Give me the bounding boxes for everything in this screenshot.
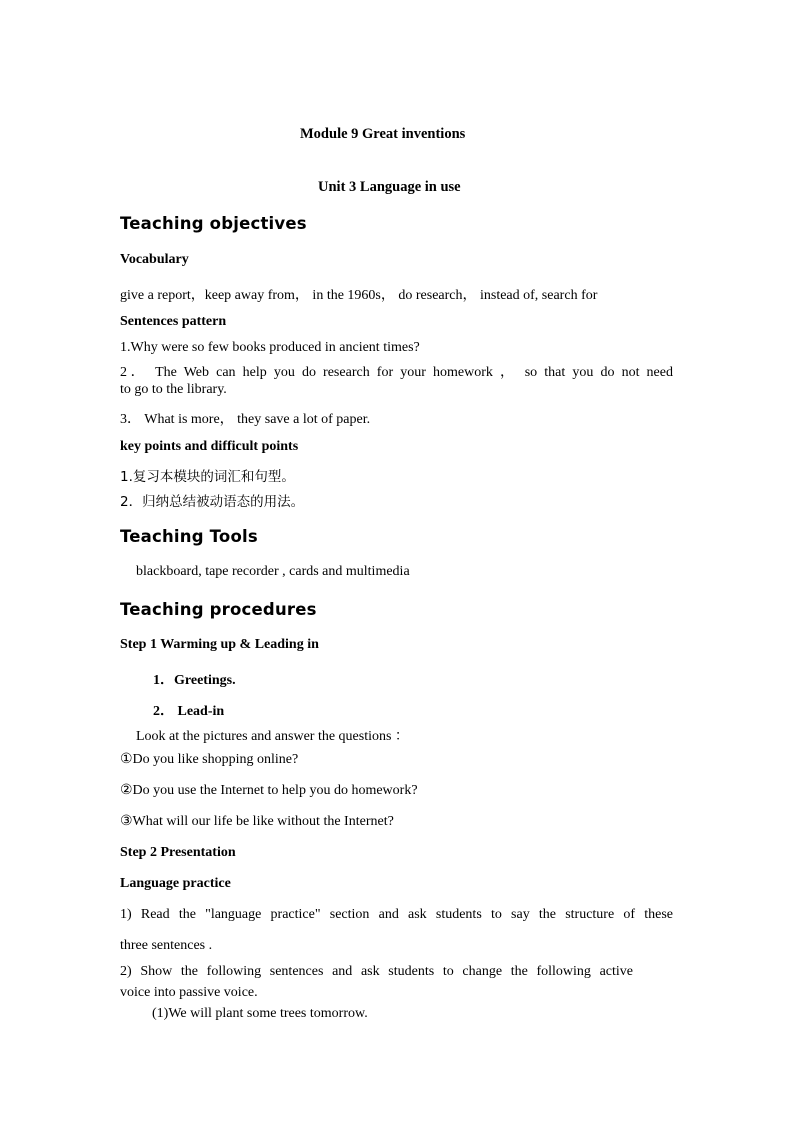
list-item-lead-in: 2． Lead-in <box>153 704 225 719</box>
heading-vocabulary: Vocabulary <box>120 252 189 267</box>
question-2: ②Do you use the Internet to help you do homework? <box>120 783 418 798</box>
key-point-2: 2．归纳总结被动语态的用法。 <box>120 494 305 510</box>
heading-teaching-tools: Teaching Tools <box>120 527 258 546</box>
practice-1-line-2: three sentences . <box>120 938 213 953</box>
sentence-1: 1.Why were so few books produced in ancient times? <box>120 340 420 355</box>
module-title: Module 9 Great inventions <box>300 126 466 142</box>
list-item-greetings: 1．Greetings. <box>153 673 236 688</box>
sentence-2-line-2: to go to the library. <box>120 382 227 397</box>
practice-2-example: (1)We will plant some trees tomorrow. <box>152 1006 368 1021</box>
sentence-3: 3． What is more， they save a lot of paper. <box>120 412 371 427</box>
heading-sentences-pattern: Sentences pattern <box>120 314 227 329</box>
unit-title: Unit 3 Language in use <box>318 179 461 195</box>
sentence-2-line-1: 2． The Web can help you do research for your homework ， so that you do not need <box>120 365 673 380</box>
key-point-1: 1.复习本模块的词汇和句型。 <box>120 469 295 485</box>
heading-teaching-procedures: Teaching procedures <box>120 600 317 619</box>
practice-2-line-2: voice into passive voice. <box>120 985 258 1000</box>
heading-language-practice: Language practice <box>120 876 231 891</box>
question-3: ③What will our life be like without the Internet? <box>120 814 394 829</box>
heading-key-points: key points and difficult points <box>120 439 299 454</box>
heading-step-1: Step 1 Warming up & Leading in <box>120 637 319 652</box>
heading-step-2: Step 2 Presentation <box>120 845 236 860</box>
vocabulary-text: give a report，keep away from， in the 1960s， do research， instead of, search for <box>120 288 598 303</box>
practice-1-line-1: 1) Read the "language practice" section and ask students to say the structure of these <box>120 907 673 922</box>
tools-text: blackboard, tape recorder , cards and multimedia <box>136 564 410 579</box>
heading-teaching-objectives: Teaching objectives <box>120 214 307 233</box>
question-1: ①Do you like shopping online? <box>120 752 299 767</box>
lead-in-text: Look at the pictures and answer the questions ： <box>136 729 409 744</box>
practice-2-line-1: 2) Show the following sentences and ask students to change the following active <box>120 964 633 979</box>
